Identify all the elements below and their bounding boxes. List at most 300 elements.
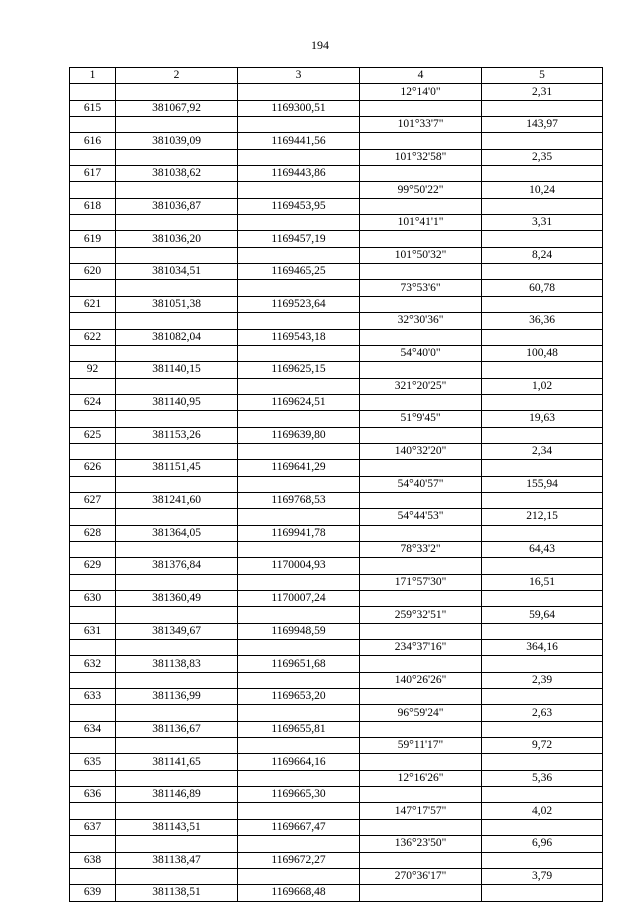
- bearing-cell: [360, 492, 482, 508]
- table-row: [70, 329, 603, 345]
- bearing-cell: [360, 754, 482, 770]
- distance-cell: 8,24: [482, 247, 603, 263]
- point-number-cell: 631: [70, 623, 116, 639]
- table-row: [70, 198, 603, 214]
- bearing-cell: 78°33'2": [360, 541, 482, 557]
- y-coordinate-cell: [238, 509, 360, 525]
- x-coordinate-cell: 381039,09: [116, 133, 238, 149]
- y-coordinate-cell: 1169465,25: [238, 264, 360, 280]
- table-row: [70, 84, 603, 100]
- y-coordinate-cell: 1169639,80: [238, 427, 360, 443]
- point-number-cell: [70, 738, 116, 754]
- distance-cell: 143,97: [482, 117, 603, 133]
- distance-cell: [482, 492, 603, 508]
- x-coordinate-cell: 381082,04: [116, 329, 238, 345]
- table-row: [70, 117, 603, 133]
- point-number-cell: [70, 476, 116, 492]
- y-coordinate-cell: 1169543,18: [238, 329, 360, 345]
- point-number-cell: [70, 607, 116, 623]
- distance-cell: 59,64: [482, 607, 603, 623]
- point-number-cell: [70, 313, 116, 329]
- table-row: [70, 394, 603, 410]
- distance-cell: [482, 754, 603, 770]
- point-number-cell: [70, 443, 116, 459]
- distance-cell: [482, 394, 603, 410]
- point-number-cell: [70, 868, 116, 884]
- table-row: [70, 607, 603, 623]
- distance-cell: [482, 198, 603, 214]
- y-coordinate-cell: 1170004,93: [238, 558, 360, 574]
- point-number-cell: [70, 836, 116, 852]
- table-row: [70, 803, 603, 819]
- point-number-cell: 626: [70, 460, 116, 476]
- point-number-cell: [70, 574, 116, 590]
- x-coordinate-cell: 381141,65: [116, 754, 238, 770]
- distance-cell: 2,39: [482, 672, 603, 688]
- distance-cell: 2,34: [482, 443, 603, 459]
- bearing-cell: 234°37'16": [360, 640, 482, 656]
- distance-cell: 2,35: [482, 149, 603, 165]
- y-coordinate-cell: [238, 411, 360, 427]
- bearing-cell: 136°23'50": [360, 836, 482, 852]
- point-number-cell: 620: [70, 264, 116, 280]
- distance-cell: [482, 264, 603, 280]
- point-number-cell: 621: [70, 296, 116, 312]
- distance-cell: 4,02: [482, 803, 603, 819]
- y-coordinate-cell: 1169665,30: [238, 787, 360, 803]
- bearing-cell: [360, 852, 482, 868]
- bearing-cell: [360, 100, 482, 116]
- y-coordinate-cell: [238, 345, 360, 361]
- distance-cell: [482, 819, 603, 835]
- point-number-cell: 633: [70, 689, 116, 705]
- point-number-cell: 630: [70, 591, 116, 607]
- x-coordinate-cell: [116, 443, 238, 459]
- bearing-cell: [360, 623, 482, 639]
- table-row: [70, 280, 603, 296]
- coordinates-table: [69, 67, 603, 902]
- bearing-cell: 321°20'25": [360, 378, 482, 394]
- distance-cell: 5,36: [482, 770, 603, 786]
- distance-cell: [482, 623, 603, 639]
- point-number-cell: [70, 770, 116, 786]
- table-row: [70, 492, 603, 508]
- distance-cell: [482, 362, 603, 378]
- table-row: [70, 231, 603, 247]
- table-row: [70, 362, 603, 378]
- bearing-cell: [360, 427, 482, 443]
- y-coordinate-cell: [238, 607, 360, 623]
- point-number-cell: 632: [70, 656, 116, 672]
- y-coordinate-cell: [238, 738, 360, 754]
- distance-cell: [482, 787, 603, 803]
- x-coordinate-cell: 381138,47: [116, 852, 238, 868]
- distance-cell: 3,31: [482, 215, 603, 231]
- x-coordinate-cell: [116, 280, 238, 296]
- table-row: [70, 427, 603, 443]
- y-coordinate-cell: 1169641,29: [238, 460, 360, 476]
- bearing-cell: [360, 787, 482, 803]
- table-row: [70, 591, 603, 607]
- x-coordinate-cell: [116, 836, 238, 852]
- x-coordinate-cell: [116, 411, 238, 427]
- table-row: [70, 525, 603, 541]
- x-coordinate-cell: [116, 672, 238, 688]
- table-row: [70, 166, 603, 182]
- distance-cell: 6,96: [482, 836, 603, 852]
- point-number-cell: 638: [70, 852, 116, 868]
- point-number-cell: [70, 672, 116, 688]
- point-number-cell: 622: [70, 329, 116, 345]
- point-number-cell: [70, 182, 116, 198]
- x-coordinate-cell: 381151,45: [116, 460, 238, 476]
- table-row: [70, 215, 603, 231]
- point-number-cell: 616: [70, 133, 116, 149]
- y-coordinate-cell: 1169523,64: [238, 296, 360, 312]
- distance-cell: [482, 885, 603, 901]
- y-coordinate-cell: [238, 868, 360, 884]
- distance-cell: [482, 100, 603, 116]
- distance-cell: [482, 591, 603, 607]
- x-coordinate-cell: 381143,51: [116, 819, 238, 835]
- y-coordinate-cell: 1169664,16: [238, 754, 360, 770]
- table-body: [70, 84, 603, 901]
- column-header-3: 3: [238, 68, 360, 84]
- bearing-cell: [360, 394, 482, 410]
- x-coordinate-cell: 381136,99: [116, 689, 238, 705]
- table-row: [70, 476, 603, 492]
- distance-cell: 100,48: [482, 345, 603, 361]
- distance-cell: 3,79: [482, 868, 603, 884]
- point-number-cell: [70, 345, 116, 361]
- x-coordinate-cell: [116, 738, 238, 754]
- distance-cell: [482, 231, 603, 247]
- point-number-cell: 624: [70, 394, 116, 410]
- bearing-cell: 54°40'57": [360, 476, 482, 492]
- bearing-cell: 12°16'26": [360, 770, 482, 786]
- point-number-cell: [70, 280, 116, 296]
- bearing-cell: [360, 362, 482, 378]
- point-number-cell: [70, 640, 116, 656]
- bearing-cell: [360, 885, 482, 901]
- table-row: [70, 296, 603, 312]
- y-coordinate-cell: 1169941,78: [238, 525, 360, 541]
- bearing-cell: [360, 264, 482, 280]
- y-coordinate-cell: [238, 84, 360, 100]
- point-number-cell: 634: [70, 721, 116, 737]
- column-header-1: 1: [70, 68, 116, 84]
- table-row: [70, 460, 603, 476]
- bearing-cell: 12°14'0": [360, 84, 482, 100]
- table-row: [70, 509, 603, 525]
- point-number-cell: 635: [70, 754, 116, 770]
- distance-cell: 212,15: [482, 509, 603, 525]
- table-row: [70, 100, 603, 116]
- x-coordinate-cell: 381146,89: [116, 787, 238, 803]
- point-number-cell: [70, 84, 116, 100]
- bearing-cell: [360, 198, 482, 214]
- table-row: [70, 689, 603, 705]
- distance-cell: 19,63: [482, 411, 603, 427]
- x-coordinate-cell: 381360,49: [116, 591, 238, 607]
- x-coordinate-cell: [116, 574, 238, 590]
- distance-cell: 64,43: [482, 541, 603, 557]
- bearing-cell: 54°44'53": [360, 509, 482, 525]
- x-coordinate-cell: 381034,51: [116, 264, 238, 280]
- y-coordinate-cell: [238, 182, 360, 198]
- distance-cell: 364,16: [482, 640, 603, 656]
- bearing-cell: 140°32'20": [360, 443, 482, 459]
- bearing-cell: 101°41'1": [360, 215, 482, 231]
- bearing-cell: 101°50'32": [360, 247, 482, 263]
- y-coordinate-cell: [238, 836, 360, 852]
- bearing-cell: 54°40'0": [360, 345, 482, 361]
- x-coordinate-cell: 381067,92: [116, 100, 238, 116]
- bearing-cell: 51°9'45": [360, 411, 482, 427]
- x-coordinate-cell: [116, 313, 238, 329]
- table-row: [70, 443, 603, 459]
- point-number-cell: 615: [70, 100, 116, 116]
- column-header-5: 5: [482, 68, 603, 84]
- table-row: [70, 182, 603, 198]
- point-number-cell: 628: [70, 525, 116, 541]
- distance-cell: 36,36: [482, 313, 603, 329]
- point-number-cell: [70, 509, 116, 525]
- bearing-cell: 101°33'7": [360, 117, 482, 133]
- bearing-cell: [360, 329, 482, 345]
- bearing-cell: [360, 166, 482, 182]
- point-number-cell: 637: [70, 819, 116, 835]
- bearing-cell: [360, 656, 482, 672]
- x-coordinate-cell: [116, 117, 238, 133]
- bearing-cell: [360, 819, 482, 835]
- point-number-cell: [70, 149, 116, 165]
- table-row: [70, 247, 603, 263]
- x-coordinate-cell: 381349,67: [116, 623, 238, 639]
- distance-cell: [482, 852, 603, 868]
- point-number-cell: [70, 705, 116, 721]
- y-coordinate-cell: [238, 313, 360, 329]
- x-coordinate-cell: [116, 84, 238, 100]
- y-coordinate-cell: 1169768,53: [238, 492, 360, 508]
- y-coordinate-cell: [238, 640, 360, 656]
- x-coordinate-cell: 381140,15: [116, 362, 238, 378]
- x-coordinate-cell: [116, 868, 238, 884]
- distance-cell: [482, 166, 603, 182]
- distance-cell: [482, 721, 603, 737]
- point-number-cell: 617: [70, 166, 116, 182]
- x-coordinate-cell: 381376,84: [116, 558, 238, 574]
- y-coordinate-cell: [238, 574, 360, 590]
- x-coordinate-cell: [116, 607, 238, 623]
- point-number-cell: 636: [70, 787, 116, 803]
- table-row: [70, 787, 603, 803]
- table-row: [70, 836, 603, 852]
- table-row: [70, 672, 603, 688]
- bearing-cell: [360, 525, 482, 541]
- distance-cell: 9,72: [482, 738, 603, 754]
- x-coordinate-cell: 381138,51: [116, 885, 238, 901]
- y-coordinate-cell: 1169300,51: [238, 100, 360, 116]
- point-number-cell: [70, 117, 116, 133]
- y-coordinate-cell: 1169443,86: [238, 166, 360, 182]
- x-coordinate-cell: 381138,83: [116, 656, 238, 672]
- distance-cell: [482, 133, 603, 149]
- table-row: [70, 558, 603, 574]
- distance-cell: 155,94: [482, 476, 603, 492]
- distance-cell: [482, 656, 603, 672]
- y-coordinate-cell: [238, 672, 360, 688]
- y-coordinate-cell: 1169655,81: [238, 721, 360, 737]
- bearing-cell: [360, 689, 482, 705]
- table-row: [70, 411, 603, 427]
- x-coordinate-cell: 381140,95: [116, 394, 238, 410]
- x-coordinate-cell: [116, 378, 238, 394]
- table-row: [70, 852, 603, 868]
- x-coordinate-cell: [116, 345, 238, 361]
- table-row: [70, 623, 603, 639]
- point-number-cell: [70, 803, 116, 819]
- table-row: [70, 313, 603, 329]
- x-coordinate-cell: 381036,87: [116, 198, 238, 214]
- distance-cell: [482, 525, 603, 541]
- y-coordinate-cell: [238, 280, 360, 296]
- y-coordinate-cell: [238, 541, 360, 557]
- y-coordinate-cell: 1169453,95: [238, 198, 360, 214]
- bearing-cell: [360, 231, 482, 247]
- distance-cell: [482, 329, 603, 345]
- table-row: [70, 541, 603, 557]
- y-coordinate-cell: [238, 476, 360, 492]
- y-coordinate-cell: 1169457,19: [238, 231, 360, 247]
- y-coordinate-cell: 1170007,24: [238, 591, 360, 607]
- distance-cell: 2,63: [482, 705, 603, 721]
- bearing-cell: [360, 558, 482, 574]
- y-coordinate-cell: [238, 378, 360, 394]
- distance-cell: 1,02: [482, 378, 603, 394]
- table-row: [70, 574, 603, 590]
- table-row: [70, 264, 603, 280]
- table-row: [70, 656, 603, 672]
- y-coordinate-cell: 1169672,27: [238, 852, 360, 868]
- y-coordinate-cell: [238, 215, 360, 231]
- y-coordinate-cell: [238, 705, 360, 721]
- y-coordinate-cell: [238, 247, 360, 263]
- point-number-cell: 639: [70, 885, 116, 901]
- x-coordinate-cell: [116, 705, 238, 721]
- bearing-cell: 147°17'57": [360, 803, 482, 819]
- point-number-cell: 627: [70, 492, 116, 508]
- point-number-cell: 92: [70, 362, 116, 378]
- x-coordinate-cell: [116, 803, 238, 819]
- y-coordinate-cell: [238, 117, 360, 133]
- bearing-cell: 171°57'30": [360, 574, 482, 590]
- point-number-cell: 629: [70, 558, 116, 574]
- distance-cell: 10,24: [482, 182, 603, 198]
- point-number-cell: [70, 247, 116, 263]
- bearing-cell: [360, 460, 482, 476]
- x-coordinate-cell: [116, 247, 238, 263]
- table-row: [70, 738, 603, 754]
- x-coordinate-cell: 381364,05: [116, 525, 238, 541]
- point-number-cell: 625: [70, 427, 116, 443]
- point-number-cell: 618: [70, 198, 116, 214]
- x-coordinate-cell: 381153,26: [116, 427, 238, 443]
- distance-cell: [482, 558, 603, 574]
- table-row: [70, 705, 603, 721]
- table-row: [70, 640, 603, 656]
- x-coordinate-cell: 381241,60: [116, 492, 238, 508]
- table-row: [70, 721, 603, 737]
- table-row: [70, 868, 603, 884]
- bearing-cell: 32°30'36": [360, 313, 482, 329]
- bearing-cell: 101°32'58": [360, 149, 482, 165]
- table-row: [70, 770, 603, 786]
- table-row: [70, 378, 603, 394]
- bearing-cell: [360, 133, 482, 149]
- table-row: [70, 754, 603, 770]
- bearing-cell: [360, 721, 482, 737]
- x-coordinate-cell: [116, 149, 238, 165]
- y-coordinate-cell: 1169948,59: [238, 623, 360, 639]
- table-header-row: [70, 68, 603, 84]
- distance-cell: [482, 689, 603, 705]
- distance-cell: 2,31: [482, 84, 603, 100]
- distance-cell: [482, 296, 603, 312]
- bearing-cell: 96°59'24": [360, 705, 482, 721]
- point-number-cell: [70, 541, 116, 557]
- x-coordinate-cell: [116, 640, 238, 656]
- point-number-cell: 619: [70, 231, 116, 247]
- x-coordinate-cell: [116, 215, 238, 231]
- y-coordinate-cell: [238, 803, 360, 819]
- x-coordinate-cell: 381051,38: [116, 296, 238, 312]
- distance-cell: [482, 460, 603, 476]
- bearing-cell: [360, 296, 482, 312]
- y-coordinate-cell: 1169651,68: [238, 656, 360, 672]
- bearing-cell: 59°11'17": [360, 738, 482, 754]
- y-coordinate-cell: [238, 149, 360, 165]
- table-row: [70, 345, 603, 361]
- y-coordinate-cell: 1169668,48: [238, 885, 360, 901]
- y-coordinate-cell: 1169624,51: [238, 394, 360, 410]
- point-number-cell: [70, 378, 116, 394]
- table-row: [70, 885, 603, 901]
- page-number: 194: [311, 38, 329, 52]
- x-coordinate-cell: [116, 476, 238, 492]
- distance-cell: 60,78: [482, 280, 603, 296]
- x-coordinate-cell: [116, 541, 238, 557]
- y-coordinate-cell: 1169667,47: [238, 819, 360, 835]
- bearing-cell: [360, 591, 482, 607]
- table-row: [70, 133, 603, 149]
- column-header-4: 4: [360, 68, 482, 84]
- x-coordinate-cell: [116, 770, 238, 786]
- bearing-cell: 140°26'26": [360, 672, 482, 688]
- x-coordinate-cell: [116, 509, 238, 525]
- x-coordinate-cell: 381136,67: [116, 721, 238, 737]
- y-coordinate-cell: 1169653,20: [238, 689, 360, 705]
- bearing-cell: 99°50'22": [360, 182, 482, 198]
- y-coordinate-cell: [238, 443, 360, 459]
- y-coordinate-cell: 1169625,15: [238, 362, 360, 378]
- bearing-cell: 259°32'51": [360, 607, 482, 623]
- column-header-2: 2: [116, 68, 238, 84]
- point-number-cell: [70, 411, 116, 427]
- distance-cell: [482, 427, 603, 443]
- y-coordinate-cell: 1169441,56: [238, 133, 360, 149]
- table-row: [70, 149, 603, 165]
